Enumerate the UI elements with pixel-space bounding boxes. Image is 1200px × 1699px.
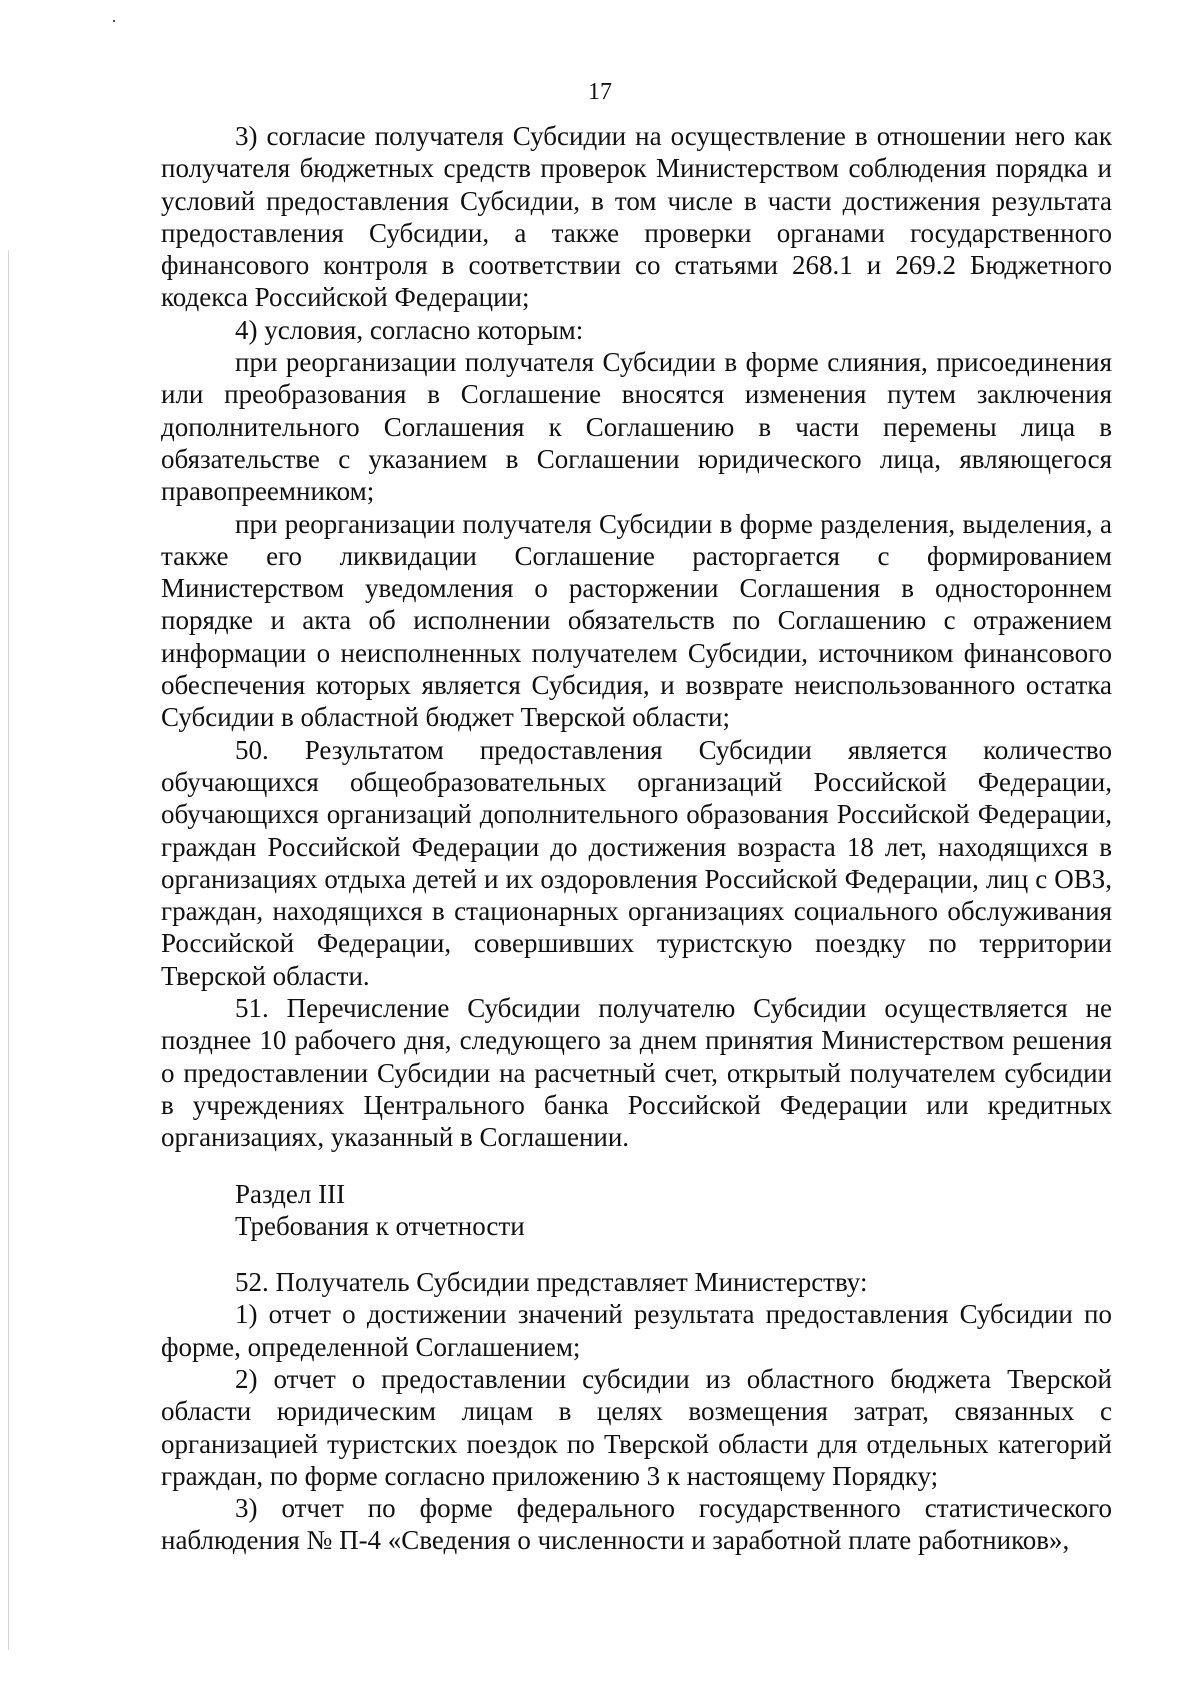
document-body (161, 120, 1112, 1557)
paragraph-report-1: 1) отчет о достижении значений результата предоставления Субсидии по форме, определенной Соглашением; (161, 1299, 1112, 1362)
section-title: Требования к отчетности (235, 1210, 525, 1241)
section-label: Раздел III (235, 1178, 346, 1209)
paragraph-reorganization-merge: при реорганизации получателя Субсидии в форме слияния, присоединения или преобразования в Соглашение вносятся изменения путем заключения дополнительного Соглашения к Соглашению в части перемены лица в обязательстве с указанием в Соглашении юридического лица, являющегося правопреемником; (161, 347, 1112, 507)
scan-edge-artifact (8, 250, 9, 1650)
paragraph-conditions: 4) условия, согласно которым: (235, 314, 584, 345)
paragraph-reorganization-division: при реорганизации получателя Субсидии в форме разделения, выделения, а также его ликвидации Соглашение расторгается с формированием Министерством уведомления о расторжении Соглашения в одностороннем порядке и акта об исполнении обязательств по Соглашению с отражением информации о неисполненных получателем Субсидии, источником финансового обеспечения которых является Субсидия, и возврате неиспользованного остатка Субсидии в областной бюджет Тверской области; (161, 508, 1112, 733)
paragraph-52-intro: 52. Получатель Субсидии представляет Министерству: (235, 1267, 868, 1298)
paragraph-report-2: 2) отчет о предоставлении субсидии из областного бюджета Тверской области юридическим лицам в целях возмещения затрат, связанных с организацией туристских поездок по Тверской области для отдельных категорий граждан, по форме согласно приложению 3 к настоящему Порядку; (161, 1363, 1112, 1491)
paragraph-report-3: 3) отчет по форме федерального государственного статистического наблюдения № П-4 «Сведения о численности и заработной плате работников», (161, 1493, 1112, 1556)
paragraph-consent: 3) согласие получателя Субсидии на осуществление в отношении него как получателя бюджетных средств проверок Министерством соблюдения порядка и условий предоставления Субсидии, в том числе в части достижения результата предоставления Субсидии, а также проверки органами государственного финансового контроля в соответствии со статьями 268.1 и 269.2 Бюджетного кодекса Российской Федерации; (161, 121, 1112, 313)
paragraph-51-transfer: 51. Перечисление Субсидии получателю Субсидии осуществляется не позднее 10 рабочего дня, следующего за днем принятия Министерством решения о предоставлении Субсидии на расчетный счет, открытый получателем субсидии в учреждениях Центрального банка Российской Федерации или кредитных организациях, указанный в Соглашении. (161, 993, 1112, 1153)
spacer (161, 1242, 1112, 1266)
page-number: 17 (588, 79, 612, 105)
scan-dot-artifact (113, 20, 115, 22)
paragraph-50-result: 50. Результатом предоставления Субсидии является количество обучающихся общеобразовательных организаций Российской Федерации, обучающихся организаций дополнительного образования Российской Федерации, граждан Российской Федерации до достижения возраста 18 лет, находящихся в организациях отдыха детей и их оздоровления Российской Федерации, лиц с ОВЗ, граждан, находящихся в стационарных организациях социального обслуживания Российской Федерации, совершивших туристскую поездку по территории Тверской области. (161, 734, 1112, 991)
spacer (161, 1154, 1112, 1178)
